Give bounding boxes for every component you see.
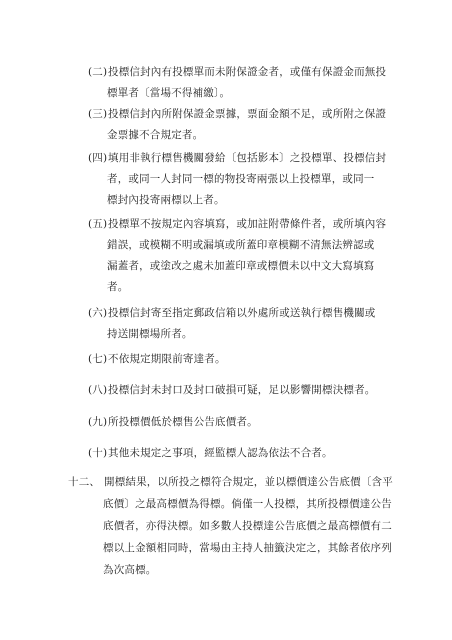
item-text-line: 所投標價低於標售公告底價者。	[108, 416, 258, 428]
item-number: 十二、	[68, 476, 101, 488]
item-number: (六)	[88, 307, 108, 319]
item-text-line: 底價者，亦得決標。如多數人投標達公告底價之最高標價有二	[103, 520, 392, 532]
item-text-line: 開標結果，以所投之標符合規定，並以標價達公告底價〔含平	[104, 476, 393, 488]
item-text-line: 者，或同一人封同一標的物投寄兩張以上投標單，或同一	[107, 173, 375, 185]
item-text-line: 其他未規定之事項，經監標人認為依法不合者。	[108, 447, 333, 459]
item-text-line: 標單者〔當場不得補繳〕。	[107, 87, 231, 99]
item-text-line: 者。	[107, 281, 129, 293]
item-text-line: 投標信封內有投標單而未附保證金者，或僅有保證金而無投	[108, 66, 387, 78]
item-text-line: 錯誤，或模糊不明或漏填或所蓋印章模糊不清無法辨認或	[107, 239, 375, 251]
item-number: (四)	[88, 152, 108, 164]
item-text-line: 持送開標場所者。	[107, 328, 193, 340]
item-text-line: 投標信封內所附保證金票據，票面金額不足，或所附之保證	[108, 108, 387, 120]
item-text-line: 漏蓋者，或塗改之處未加蓋印章或標價未以中文大寫填寫	[107, 260, 375, 272]
item-text-line: 標以上金額相同時，當場由主持人抽籤決定之，其餘者依序列	[103, 542, 392, 554]
item-number: (十)	[88, 447, 108, 459]
item-text-line: 投標單不按規定內容填寫，或加註附帶條件者，或所填內容	[108, 218, 387, 230]
item-text-line: 底價〕之最高標價為得標。倘僅一人投標，其所投標價達公告	[103, 498, 392, 510]
item-text-line: 金票據不合規定者。	[107, 129, 204, 141]
item-text-line: 不依規定期限前寄達者。	[108, 353, 226, 365]
item-text-line: 投標信封未封口及封口破損可疑，足以影響開標決標者。	[108, 384, 376, 396]
item-number: (九)	[88, 416, 108, 428]
item-number: (五)	[88, 218, 108, 230]
item-text-line: 填用非執行標售機關發給〔包括影本〕之投標單、投標信封	[108, 152, 387, 164]
item-text-line: 標封內投寄兩標以上者。	[107, 194, 225, 206]
item-number: (三)	[88, 108, 108, 120]
item-number: (二)	[88, 66, 108, 78]
item-number: (八)	[88, 384, 108, 396]
item-number: (七)	[88, 353, 108, 365]
item-text-line: 投標信封寄至指定郵政信箱以外處所或送執行標售機關或	[108, 307, 376, 319]
item-text-line: 為次高標。	[103, 564, 157, 576]
